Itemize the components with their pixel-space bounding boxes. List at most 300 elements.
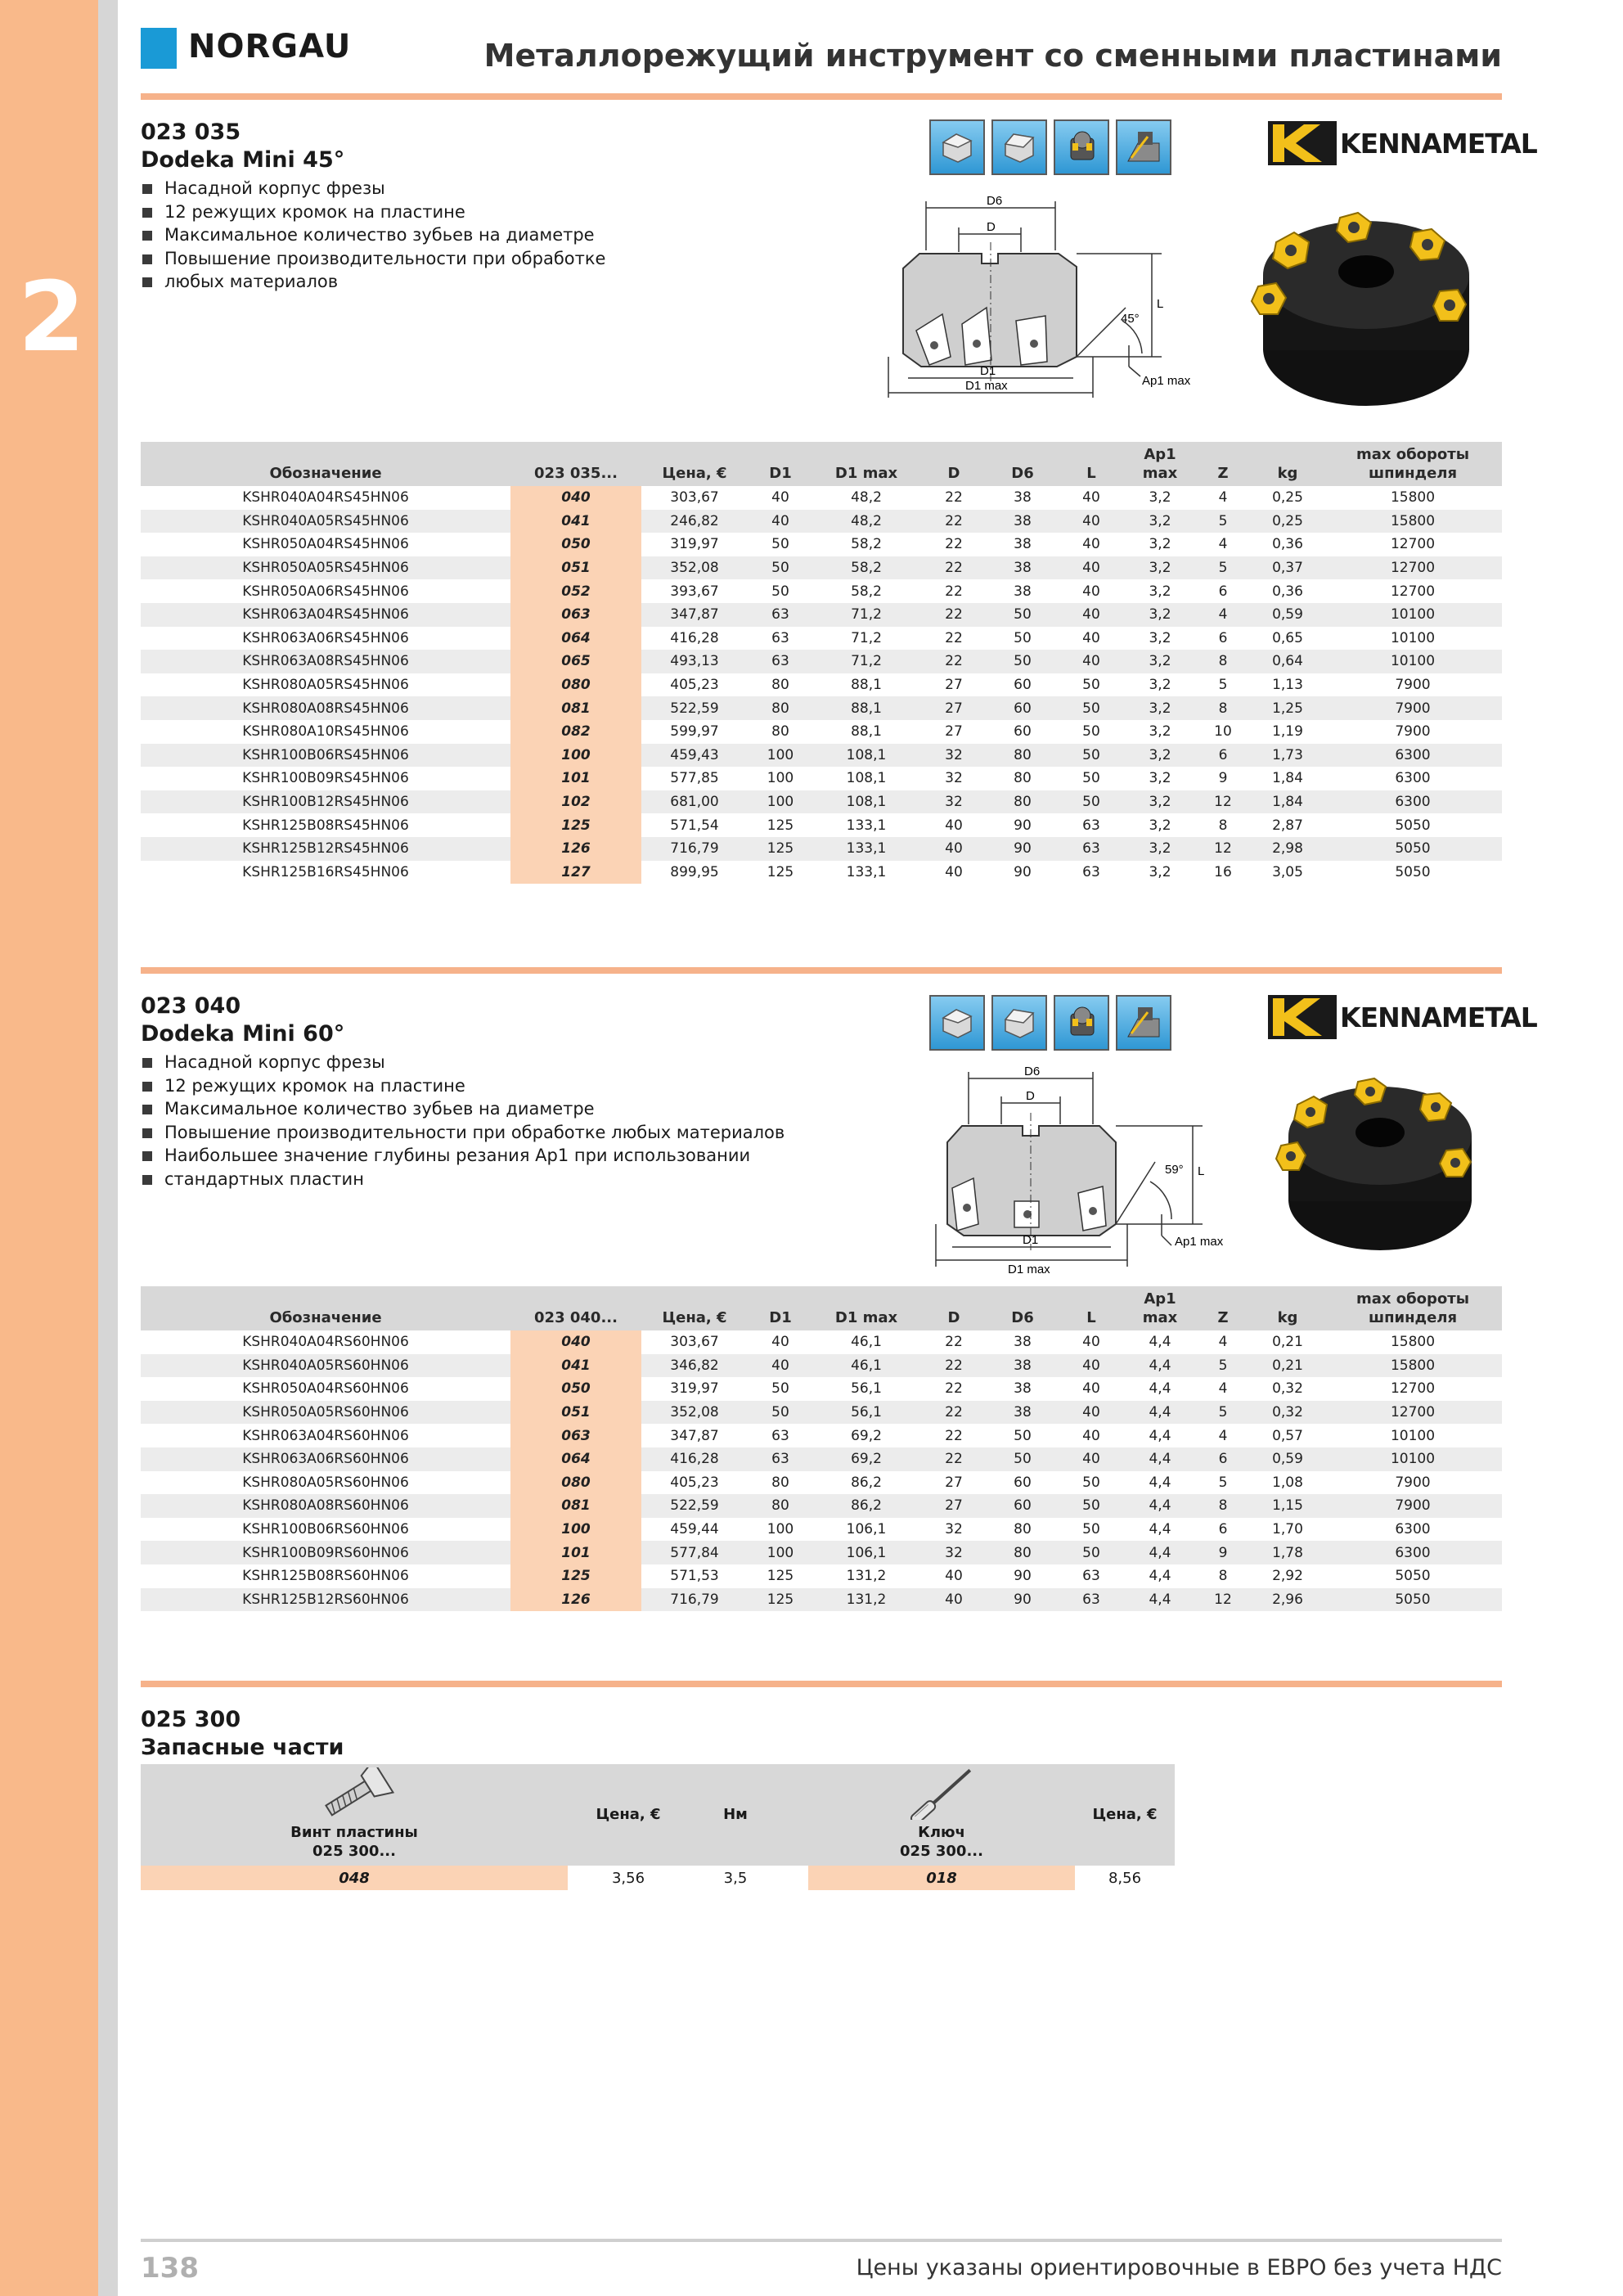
feature-item-continuation: любых материалов (142, 270, 605, 294)
order-code-cell: 052 (510, 579, 641, 603)
value-cell: 3,2 (1126, 790, 1194, 814)
order-code-cell: 125 (510, 813, 641, 837)
value-cell: 40 (748, 1354, 813, 1378)
value-cell: 80 (988, 790, 1057, 814)
value-cell: 6300 (1395, 1521, 1431, 1538)
cutter-body-icon (1054, 995, 1109, 1051)
label-d1: D1 (1023, 1233, 1039, 1247)
value-cell: 3,2 (1126, 650, 1194, 673)
value-cell: 0,32 (1252, 1401, 1324, 1425)
order-code-cell: 081 (510, 1494, 641, 1518)
norgau-logo-text: NORGAU (188, 28, 352, 65)
kennametal-k-icon (1268, 121, 1337, 165)
value-cell: 40 (1057, 650, 1126, 673)
section-1-table (141, 442, 1502, 884)
table-row (141, 650, 1502, 673)
value-cell: 27 (919, 1494, 988, 1518)
order-code-cell: 102 (510, 790, 641, 814)
col-header: L (1057, 1286, 1126, 1330)
value-cell: 40 (945, 817, 963, 834)
table-row (141, 720, 1502, 744)
value-cell: 100 (748, 1541, 813, 1564)
value-cell: 71,2 (813, 603, 919, 627)
value-cell: 133,1 (813, 837, 919, 861)
order-code-cell: 040 (510, 1330, 641, 1354)
order-code-cell: 050 (510, 1377, 641, 1401)
value-cell: 125 (748, 1588, 813, 1612)
value-cell: 9 (1218, 770, 1228, 787)
value-cell: 50 (1057, 696, 1126, 720)
section-2-rule (141, 967, 1502, 974)
value-cell: 50 (1014, 629, 1032, 646)
col-header: max обороты шпинделя (1324, 442, 1502, 486)
value-cell: 3,2 (1149, 536, 1171, 553)
col-header: D6 (988, 442, 1057, 486)
value-cell: 3,2 (1126, 696, 1194, 720)
value-cell: 40 (1057, 510, 1126, 533)
value-cell: 3,2 (1126, 744, 1194, 768)
value-cell: 50 (771, 583, 789, 600)
table-row (141, 1330, 1502, 1354)
value-cell: 8 (1218, 1568, 1228, 1585)
value-cell: 12700 (1390, 583, 1436, 600)
value-cell: 12 (1194, 1588, 1252, 1612)
value-cell: 9 (1194, 1541, 1252, 1564)
chamfer-insert-icon (991, 119, 1047, 175)
value-cell: 50 (1082, 677, 1100, 694)
value-cell: 7900 (1395, 1474, 1431, 1491)
value-cell: 63 (1082, 817, 1100, 834)
key-header (808, 1764, 1075, 1866)
square-insert-icon (929, 995, 985, 1051)
designation-cell: KSHR040A04RS60HN06 (242, 1334, 409, 1351)
value-cell: 40 (1057, 1447, 1126, 1471)
value-cell: 4,4 (1126, 1588, 1194, 1612)
order-code-cell: 127 (510, 861, 641, 885)
value-cell: 1,15 (1252, 1494, 1324, 1518)
col-header: Обозначение (141, 442, 510, 486)
value-cell: 522,59 (641, 1494, 748, 1518)
order-code-cell: 100 (510, 1518, 641, 1542)
value-cell: 7900 (1324, 1494, 1502, 1518)
screw-header (141, 1764, 568, 1866)
feature-item: 12 режущих кромок на пластине (142, 1074, 785, 1098)
value-cell: 5 (1218, 677, 1228, 694)
value-cell: 50 (1057, 790, 1126, 814)
table-row (141, 673, 1502, 697)
value-cell: 100 (748, 790, 813, 814)
value-cell: 3,2 (1126, 603, 1194, 627)
value-cell: 0,21 (1252, 1354, 1324, 1378)
value-cell: 5 (1194, 556, 1252, 580)
value-cell: 1,84 (1272, 770, 1303, 787)
value-cell: 38 (988, 1354, 1057, 1378)
designation-cell: KSHR063A08RS45HN06 (141, 650, 510, 673)
value-cell: 8 (1194, 1494, 1252, 1518)
value-cell: 27 (945, 723, 963, 741)
section-1-icon-row (929, 119, 1171, 175)
value-cell: 40 (919, 837, 988, 861)
value-cell: 10100 (1324, 650, 1502, 673)
value-cell: 125 (767, 1568, 794, 1585)
value-cell: 80 (748, 696, 813, 720)
section-2-name: Dodeka Mini 60° (141, 1021, 345, 1047)
value-cell: 4,4 (1149, 1521, 1171, 1538)
section-1-cutter-photo (1243, 193, 1489, 414)
value-cell: 133,1 (846, 863, 887, 880)
value-cell: 1,19 (1272, 723, 1303, 741)
value-cell: 50 (988, 1447, 1057, 1471)
value-cell: 3,2 (1149, 723, 1171, 741)
value-cell: 12700 (1390, 1380, 1436, 1398)
designation-cell: KSHR080A05RS45HN06 (242, 677, 409, 694)
value-cell: 416,28 (641, 1447, 748, 1471)
value-cell: 40 (1057, 1401, 1126, 1425)
value-cell: 352,08 (641, 556, 748, 580)
table-row (141, 1377, 1502, 1401)
feature-item: Максимальное количество зубьев на диаметре (142, 1097, 785, 1121)
value-cell: 4,4 (1126, 1401, 1194, 1425)
value-cell: 3,2 (1149, 770, 1171, 787)
label-ap1-max: Ap1 max (1175, 1235, 1224, 1249)
key-screwdriver-icon (897, 1767, 987, 1820)
value-cell: 459,43 (641, 744, 748, 768)
value-cell: 90 (1014, 863, 1032, 880)
value-cell: 63 (748, 1447, 813, 1471)
value-cell: 4,4 (1149, 1380, 1171, 1398)
order-code-cell: 080 (510, 1471, 641, 1495)
value-cell: 22 (945, 1334, 963, 1351)
value-cell: 88,1 (851, 723, 882, 741)
page-title: Металлорежущий инструмент со сменными пластинами (483, 38, 1502, 74)
value-cell: 681,00 (641, 790, 748, 814)
value-cell: 405,23 (670, 1474, 719, 1491)
designation-cell: KSHR125B08RS45HN06 (242, 817, 409, 834)
col-header: D6 (988, 1286, 1057, 1330)
table-row (141, 1471, 1502, 1495)
value-cell: 303,67 (670, 1334, 719, 1351)
section-2-dimension-drawing (933, 1064, 1227, 1278)
value-cell: 27 (919, 696, 988, 720)
value-cell: 6 (1194, 1447, 1252, 1471)
value-cell: 38 (1014, 1380, 1032, 1398)
table-row (141, 813, 1502, 837)
value-cell: 4 (1194, 603, 1252, 627)
value-cell: 40 (1082, 1380, 1100, 1398)
order-code-cell: 041 (510, 510, 641, 533)
value-cell: 63 (748, 650, 813, 673)
designation-cell: KSHR100B12RS45HN06 (141, 790, 510, 814)
section-2-cutter-photo (1270, 1060, 1490, 1257)
value-cell: 108,1 (846, 770, 887, 787)
value-cell: 22 (919, 1401, 988, 1425)
value-cell: 716,79 (641, 1588, 748, 1612)
table-row (141, 1424, 1502, 1447)
value-cell: 3,2 (1149, 629, 1171, 646)
col-header: kg (1252, 442, 1324, 486)
value-cell: 4 (1218, 1427, 1228, 1444)
value-cell: 1,13 (1272, 677, 1303, 694)
value-cell: 1,84 (1252, 790, 1324, 814)
value-cell: 22 (919, 1354, 988, 1378)
order-code-cell: 051 (510, 556, 641, 580)
value-cell: 80 (1014, 770, 1032, 787)
order-code-cell: 100 (510, 744, 641, 768)
section-1-features (142, 177, 605, 294)
designation-cell: KSHR125B12RS45HN06 (141, 837, 510, 861)
section-2-code: 023 040 (141, 993, 241, 1019)
order-code-cell: 082 (510, 720, 641, 744)
insert-screw-icon (309, 1767, 399, 1820)
value-cell: 60 (988, 696, 1057, 720)
col-header: kg (1252, 1286, 1324, 1330)
value-cell: 4,4 (1126, 1354, 1194, 1378)
designation-cell: KSHR050A06RS45HN06 (242, 583, 409, 600)
value-cell: 63 (1057, 1588, 1126, 1612)
value-cell: 4,4 (1126, 1494, 1194, 1518)
value-cell: 88,1 (813, 696, 919, 720)
value-cell: 50 (771, 1380, 789, 1398)
spare-title: Запасные части (141, 1735, 344, 1760)
value-cell: 16 (1214, 863, 1232, 880)
value-cell: 3,2 (1149, 489, 1171, 506)
order-code-cell: 125 (510, 1564, 641, 1588)
feature-item-continuation: стандартных пластин (142, 1168, 785, 1191)
value-cell: 2,92 (1272, 1568, 1303, 1585)
value-cell: 7900 (1395, 723, 1431, 741)
order-code-cell: 040 (510, 486, 641, 510)
table-row (141, 533, 1502, 556)
section-2-features (142, 1051, 785, 1191)
value-cell: 22 (945, 1380, 963, 1398)
value-cell: 3,2 (1126, 510, 1194, 533)
value-cell: 58,2 (851, 536, 882, 553)
value-cell: 63 (1082, 1568, 1100, 1585)
value-cell: 3,2 (1149, 817, 1171, 834)
kennametal-logo-1 (1268, 121, 1537, 165)
value-cell: 80 (771, 1474, 789, 1491)
value-cell: 405,23 (670, 677, 719, 694)
value-cell: 58,2 (851, 583, 882, 600)
value-cell: 3,2 (1149, 677, 1171, 694)
col-header: D (919, 442, 988, 486)
value-cell: 22 (945, 489, 963, 506)
table-row (141, 1401, 1502, 1425)
label-d6: D6 (1024, 1065, 1041, 1078)
value-cell: 5 (1194, 1401, 1252, 1425)
feature-item: Повышение производительности при обработке любых материалов (142, 1121, 785, 1145)
value-cell: 40 (748, 510, 813, 533)
milling-operation-icon (1116, 995, 1171, 1051)
value-cell: 522,59 (641, 696, 748, 720)
value-cell: 10100 (1324, 1447, 1502, 1471)
value-cell: 50 (748, 1401, 813, 1425)
value-cell: 80 (748, 1494, 813, 1518)
value-cell: 106,1 (846, 1521, 887, 1538)
value-cell: 60 (1014, 677, 1032, 694)
value-cell: 86,2 (813, 1494, 919, 1518)
value-cell: 6 (1194, 744, 1252, 768)
norgau-logo-mark (141, 28, 177, 69)
label-d1: D1 (980, 364, 996, 378)
value-cell: 71,2 (813, 650, 919, 673)
value-cell: 1,70 (1272, 1521, 1303, 1538)
order-code-cell: 041 (510, 1354, 641, 1378)
footer-rule (141, 2239, 1502, 2242)
value-cell: 40 (1082, 536, 1100, 553)
designation-cell: KSHR040A05RS60HN06 (141, 1354, 510, 1378)
value-cell: 3,2 (1149, 583, 1171, 600)
value-cell: 393,67 (670, 583, 719, 600)
table-row (141, 837, 1502, 861)
value-cell: 6300 (1324, 790, 1502, 814)
value-cell: 86,2 (851, 1474, 882, 1491)
value-cell: 22 (945, 583, 963, 600)
value-cell: 63 (748, 603, 813, 627)
value-cell: 6 (1218, 629, 1228, 646)
value-cell: 3,05 (1272, 863, 1303, 880)
table-row (141, 486, 1502, 510)
key-label-2: 025 300... (900, 1843, 983, 1860)
value-cell: 22 (945, 536, 963, 553)
order-code-cell: 063 (510, 603, 641, 627)
value-cell: 38 (1014, 583, 1032, 600)
designation-cell: KSHR040A04RS45HN06 (242, 489, 409, 506)
value-cell: 12 (1194, 837, 1252, 861)
table-row (141, 1541, 1502, 1564)
header-rule (141, 93, 1502, 100)
value-cell: 5050 (1324, 837, 1502, 861)
value-cell: 1,08 (1272, 1474, 1303, 1491)
value-cell: 46,1 (851, 1334, 882, 1351)
value-cell: 40 (919, 1588, 988, 1612)
designation-cell: KSHR063A04RS45HN06 (141, 603, 510, 627)
value-cell: 0,59 (1252, 603, 1324, 627)
value-cell: 10100 (1390, 1427, 1436, 1444)
table-header-row (141, 1286, 1502, 1330)
value-cell: 46,1 (813, 1354, 919, 1378)
spare-code: 025 300 (141, 1707, 241, 1732)
value-cell: 38 (1014, 489, 1032, 506)
value-cell: 50 (1082, 723, 1100, 741)
feature-item: Наибольшее значение глубины резания Ap1 при использовании (142, 1144, 785, 1168)
value-cell: 38 (988, 556, 1057, 580)
value-cell: 50 (1082, 1474, 1100, 1491)
value-cell: 71,2 (851, 629, 882, 646)
value-cell: 50 (771, 536, 789, 553)
value-cell: 22 (919, 556, 988, 580)
value-cell: 40 (1082, 629, 1100, 646)
value-cell: 346,82 (641, 1354, 748, 1378)
value-cell: 303,67 (670, 489, 719, 506)
value-cell: 1,73 (1252, 744, 1324, 768)
section-1-code: 023 035 (141, 119, 241, 145)
value-cell: 15800 (1390, 489, 1436, 506)
page-number: 138 (141, 2252, 199, 2285)
screw-label-1: Винт пластины (290, 1824, 418, 1841)
col-header: Цена, € (641, 442, 748, 486)
value-cell: 38 (1014, 536, 1032, 553)
value-cell: 22 (945, 1427, 963, 1444)
table-row (141, 1518, 1502, 1542)
value-cell: 8 (1218, 817, 1228, 834)
col-header: Ap1 max (1126, 442, 1194, 486)
table-row (141, 556, 1502, 580)
value-cell: 50 (1082, 770, 1100, 787)
table-row (141, 861, 1502, 885)
value-cell: 0,21 (1272, 1334, 1303, 1351)
spare-row (141, 1866, 1175, 1890)
value-cell: 63 (771, 629, 789, 646)
designation-cell: KSHR125B16RS45HN06 (242, 863, 409, 880)
value-cell: 7900 (1395, 677, 1431, 694)
value-cell: 40 (1057, 1354, 1126, 1378)
value-cell: 15800 (1324, 1354, 1502, 1378)
col-header: Цена, € (641, 1286, 748, 1330)
feature-item: Повышение производительности при обработке (142, 247, 605, 271)
value-cell: 12 (1194, 790, 1252, 814)
value-cell: 108,1 (813, 744, 919, 768)
value-cell: 716,79 (641, 837, 748, 861)
value-cell: 10100 (1390, 629, 1436, 646)
value-cell: 80 (771, 723, 789, 741)
designation-cell: KSHR050A04RS60HN06 (242, 1380, 409, 1398)
value-cell: 0,59 (1252, 1447, 1324, 1471)
table-row (141, 1588, 1502, 1612)
value-cell: 90 (1014, 1568, 1032, 1585)
value-cell: 4,4 (1126, 1541, 1194, 1564)
col-header: Z (1194, 442, 1252, 486)
value-cell: 50 (1057, 1494, 1126, 1518)
label-d1-max: D1 max (965, 379, 1008, 393)
milling-operation-icon (1116, 119, 1171, 175)
designation-cell: KSHR125B08RS60HN06 (242, 1568, 409, 1585)
value-cell: 12700 (1390, 536, 1436, 553)
order-code-cell: 051 (510, 1401, 641, 1425)
col-header: D1 (748, 442, 813, 486)
value-cell: 38 (988, 1401, 1057, 1425)
value-cell: 22 (945, 629, 963, 646)
value-cell: 899,95 (670, 863, 719, 880)
designation-cell: KSHR080A08RS45HN06 (141, 696, 510, 720)
table-row (141, 744, 1502, 768)
square-insert-icon (929, 119, 985, 175)
value-cell: 27 (945, 677, 963, 694)
value-cell: 15800 (1390, 1334, 1436, 1351)
value-cell: 571,53 (670, 1568, 719, 1585)
value-cell: 125 (767, 817, 794, 834)
value-cell: 6 (1218, 583, 1228, 600)
spare-rule (141, 1681, 1502, 1687)
value-cell: 63 (1082, 863, 1100, 880)
value-cell: 0,65 (1272, 629, 1303, 646)
label-d: D (1026, 1089, 1035, 1103)
table-row (141, 696, 1502, 720)
col-header: 023 035... (510, 442, 641, 486)
value-cell: 50 (988, 603, 1057, 627)
order-code-cell: 081 (510, 696, 641, 720)
value-cell: 2,87 (1272, 817, 1303, 834)
value-cell: 56,1 (851, 1380, 882, 1398)
value-cell: 125 (748, 837, 813, 861)
value-cell: 80 (988, 744, 1057, 768)
col-header: D (919, 1286, 988, 1330)
designation-cell: KSHR063A04RS60HN06 (242, 1427, 409, 1444)
label-d: D (987, 220, 996, 234)
section-1-dimension-drawing (883, 193, 1227, 409)
left-margin-gray-band (98, 0, 118, 2296)
designation-cell: KSHR125B12RS60HN06 (141, 1588, 510, 1612)
